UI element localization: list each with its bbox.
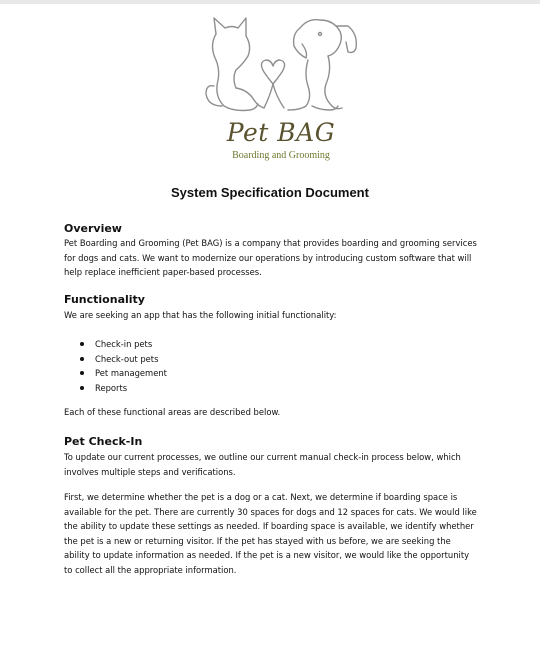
list-item-label: Pet management	[95, 368, 167, 379]
logo-subtitle: Boarding and Grooming	[232, 150, 330, 161]
cat-dog-heart-icon	[196, 14, 366, 118]
list-item	[78, 352, 167, 367]
top-edge-bar	[0, 0, 540, 4]
checkin-paragraph-1: To update our current processes, we outline our current manual check-in process below, which involves multiple steps and verifications.	[64, 452, 461, 477]
logo-title: Pet BAG	[226, 118, 336, 147]
list-item	[78, 337, 167, 352]
functionality-outro: Each of these functional areas are described below.	[64, 407, 281, 417]
bullet-icon	[80, 342, 84, 346]
overview-heading: Overview	[64, 222, 122, 235]
bullet-icon	[80, 371, 84, 375]
list-item-label: Reports	[95, 382, 128, 393]
overview-paragraph: Pet Boarding and Grooming (Pet BAG) is a company that provides boarding and grooming services for dogs and cats. We want to modernize our operations by introducing custom software that will help replace inefficient paper-based processes.	[64, 238, 477, 278]
bullet-icon	[80, 357, 84, 361]
bullet-icon	[80, 386, 84, 390]
functionality-list	[78, 337, 167, 395]
list-item-label: Check-out pets	[95, 353, 159, 364]
list-item	[78, 366, 167, 381]
list-item	[78, 381, 167, 396]
functionality-heading: Functionality	[64, 293, 145, 306]
list-item-label: Check-in pets	[95, 339, 153, 349]
pet-checkin-heading: Pet Check-In	[64, 435, 143, 448]
pet-bag-logo	[196, 14, 366, 164]
functionality-intro: We are seeking an app that has the following initial functionality:	[64, 310, 337, 320]
document-title: System Specification Document	[171, 185, 369, 200]
checkin-paragraph-2: First, we determine whether the pet is a dog or a cat. Next, we determine if boarding space is available for the pet. There are currently 30 spaces for dogs and 12 spaces for cats. We would like the ability to update these settings as needed. If boarding space is available, we identify whether the pet is a new or returning visitor. If the pet has stayed with us before, we are seeking the ability to update information as needed. If the pet is a new visitor, we would like the opportunity to collect all the appropriate information.	[64, 492, 477, 575]
